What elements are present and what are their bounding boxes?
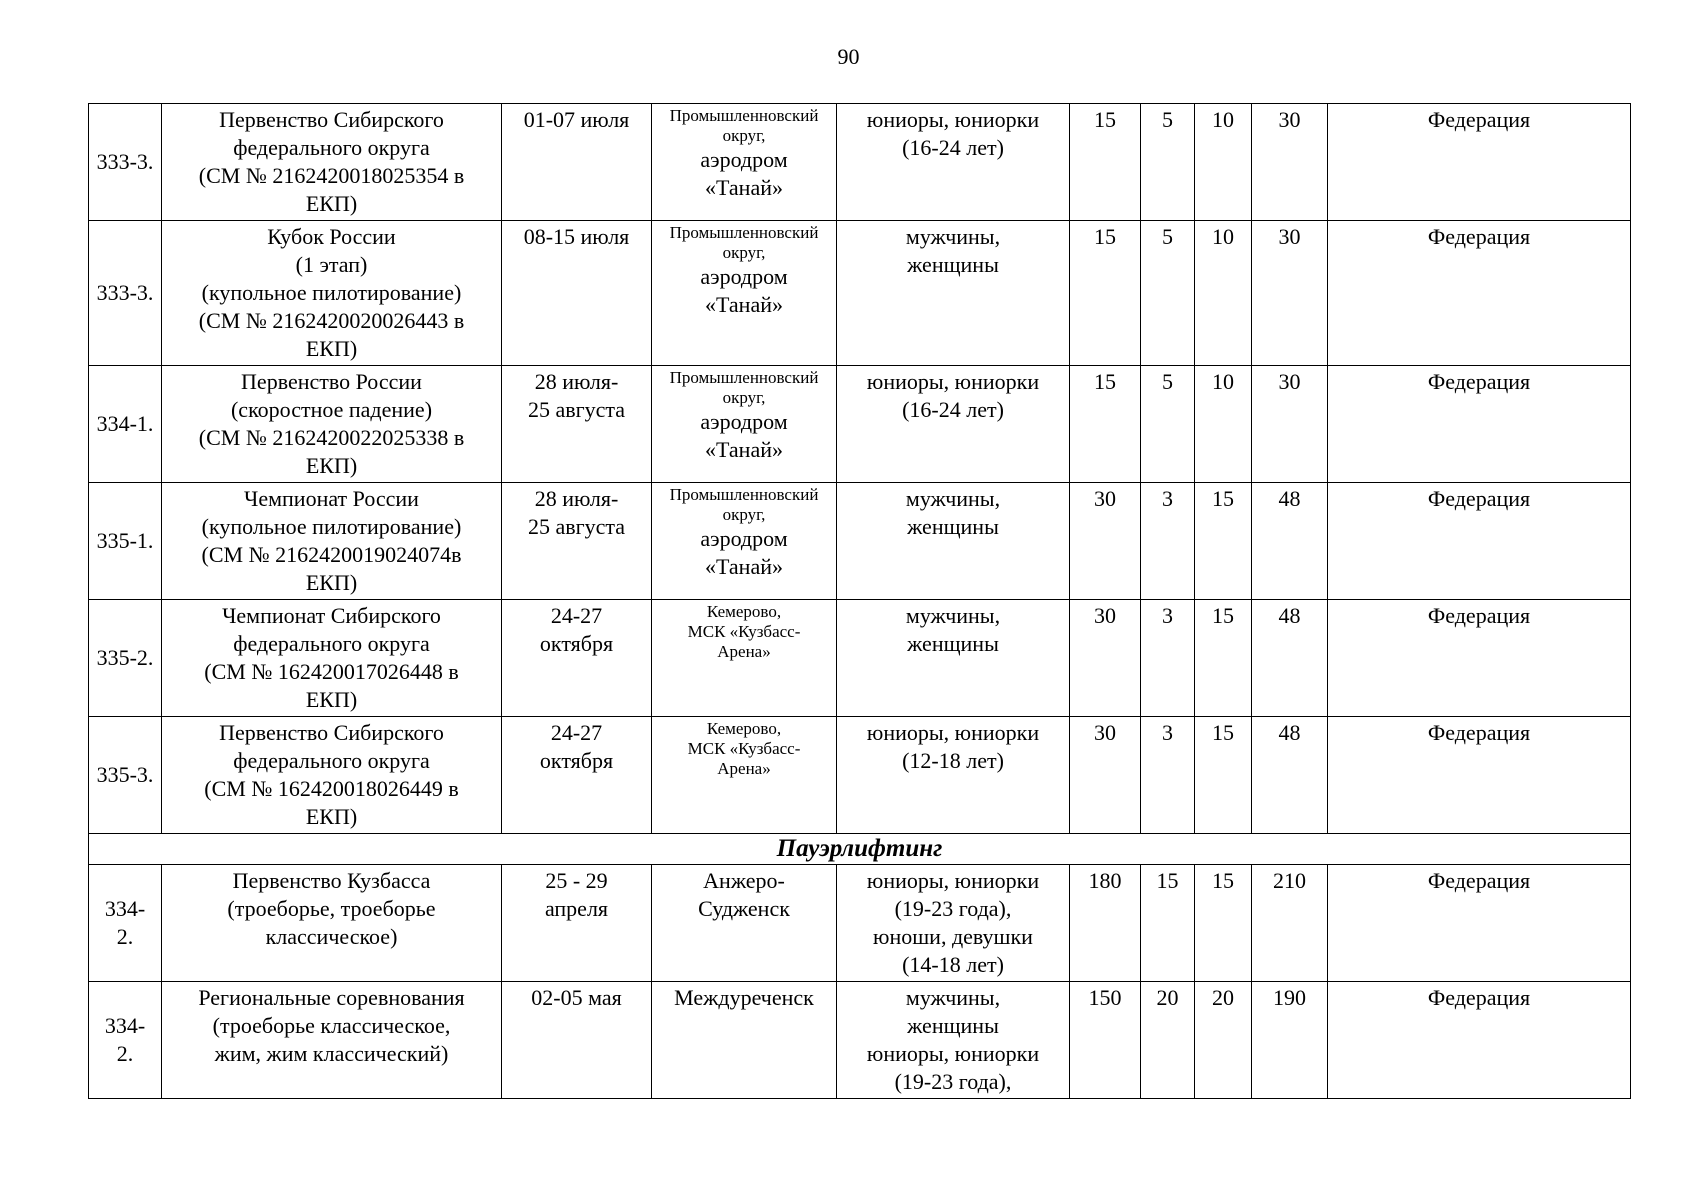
participants-cell	[837, 221, 1070, 366]
events-table-body	[89, 104, 1631, 1099]
event-place-line: Судженск	[698, 896, 790, 921]
table-row	[89, 483, 1631, 600]
table-row	[89, 104, 1631, 221]
event-date-line: 25 августа	[527, 514, 626, 539]
organizer-cell: Федерация	[1328, 982, 1631, 1099]
row-number	[89, 865, 162, 982]
table-row	[89, 366, 1631, 483]
event-name-line: (троеборье, троеборье	[227, 896, 436, 921]
event-place-line: округ,	[722, 388, 766, 407]
event-place-line: аэродром	[700, 264, 788, 289]
row-number	[89, 982, 162, 1099]
event-place-cell	[652, 865, 837, 982]
event-place-cell	[652, 600, 837, 717]
event-name-line: (скоростное падение)	[230, 397, 433, 422]
row-number: 335-3.	[89, 717, 162, 834]
event-name-cell	[162, 366, 502, 483]
count-cell-4: 210	[1252, 865, 1328, 982]
participants-line: мужчины,	[905, 603, 1001, 628]
table-row	[89, 221, 1631, 366]
event-name-line: Первенство Кузбасса	[232, 868, 431, 893]
count-cell-1: 30	[1070, 483, 1141, 600]
participants-cell	[837, 982, 1070, 1099]
count-cell-1: 150	[1070, 982, 1141, 1099]
event-name-line: ЕКП)	[305, 570, 358, 595]
count-cell-3: 10	[1195, 104, 1252, 221]
count-cell-3: 15	[1195, 600, 1252, 717]
event-place-cell	[652, 982, 837, 1099]
event-name-line: ЕКП)	[305, 336, 358, 361]
event-name-cell	[162, 221, 502, 366]
participants-cell	[837, 717, 1070, 834]
event-name-line: (СМ № 2162420020026443 в	[198, 308, 465, 333]
organizer-cell: Федерация	[1328, 717, 1631, 834]
count-cell-2: 5	[1141, 221, 1195, 366]
organizer-cell: Федерация	[1328, 104, 1631, 221]
event-date-cell	[502, 982, 652, 1099]
row-number-line: 334-	[104, 1013, 146, 1038]
event-place-line: Промышленновский	[669, 223, 819, 242]
participants-line: женщины	[907, 514, 999, 539]
page-number: 90	[837, 44, 860, 69]
event-name-cell	[162, 104, 502, 221]
event-name-line: федерального округа	[233, 631, 430, 656]
participants-line: (19-23 года),	[894, 1069, 1012, 1094]
count-cell-2: 3	[1141, 483, 1195, 600]
event-name-line: Кубок России	[267, 224, 396, 249]
row-number-line: 334-	[104, 896, 146, 921]
row-number-line: 2.	[116, 1041, 134, 1066]
event-date-line: 25 - 29	[545, 868, 608, 893]
participants-line: юниоры, юниорки	[866, 1041, 1040, 1066]
event-name-line: Первенство России	[241, 369, 422, 394]
event-name-line: (СМ № 162420018026449 в	[204, 776, 459, 801]
event-date-line: октября	[539, 631, 614, 656]
event-date-line: апреля	[544, 896, 609, 921]
count-cell-2: 20	[1141, 982, 1195, 1099]
participants-line: юноши, девушки	[873, 924, 1033, 949]
event-place-line: Кемерово,	[706, 602, 782, 621]
row-number: 334-1.	[89, 366, 162, 483]
count-cell-3: 15	[1195, 865, 1252, 982]
event-place-line: округ,	[722, 243, 766, 262]
organizer-cell: Федерация	[1328, 221, 1631, 366]
count-cell-2: 3	[1141, 717, 1195, 834]
event-name-line: Региональные соревнования	[198, 985, 465, 1010]
event-date-line: 02-05 мая	[531, 985, 622, 1010]
participants-line: мужчины,	[905, 486, 1001, 511]
event-place-line: Междуреченск	[674, 985, 814, 1010]
participants-line: женщины	[907, 252, 999, 277]
event-date-line: 25 августа	[527, 397, 626, 422]
table-row	[89, 982, 1631, 1099]
event-place-line: Арена»	[717, 759, 771, 778]
event-name-cell	[162, 483, 502, 600]
event-date-cell	[502, 366, 652, 483]
participants-cell	[837, 104, 1070, 221]
count-cell-1: 30	[1070, 600, 1141, 717]
participants-line: юниоры, юниорки	[866, 868, 1040, 893]
event-place-line: Анжеро-	[703, 868, 785, 893]
event-name-cell	[162, 865, 502, 982]
count-cell-4: 48	[1252, 717, 1328, 834]
participants-line: (16-24 лет)	[902, 397, 1004, 422]
event-date-line: 28 июля-	[534, 486, 619, 511]
participants-line: мужчины,	[905, 985, 1001, 1010]
organizer-cell: Федерация	[1328, 600, 1631, 717]
participants-line: мужчины,	[905, 224, 1001, 249]
participants-line: (12-18 лет)	[902, 748, 1004, 773]
participants-cell	[837, 865, 1070, 982]
count-cell-1: 15	[1070, 366, 1141, 483]
event-name-cell	[162, 982, 502, 1099]
event-name-line: (СМ № 2162420022025338 в	[198, 425, 465, 450]
event-name-line: (1 этап)	[295, 252, 368, 277]
event-name-cell	[162, 717, 502, 834]
count-cell-3: 15	[1195, 717, 1252, 834]
count-cell-2: 5	[1141, 366, 1195, 483]
count-cell-1: 15	[1070, 104, 1141, 221]
event-date-cell	[502, 865, 652, 982]
event-place-line: аэродром	[700, 409, 788, 434]
count-cell-3: 10	[1195, 221, 1252, 366]
participants-line: женщины	[907, 631, 999, 656]
event-date-cell	[502, 717, 652, 834]
count-cell-1: 15	[1070, 221, 1141, 366]
event-place-cell	[652, 104, 837, 221]
row-number-line: 2.	[116, 924, 134, 949]
participants-line: (16-24 лет)	[902, 135, 1004, 160]
count-cell-4: 30	[1252, 366, 1328, 483]
count-cell-1: 30	[1070, 717, 1141, 834]
row-number: 335-2.	[89, 600, 162, 717]
organizer-cell: Федерация	[1328, 483, 1631, 600]
participants-line: юниоры, юниорки	[866, 107, 1040, 132]
count-cell-3: 20	[1195, 982, 1252, 1099]
count-cell-2: 5	[1141, 104, 1195, 221]
event-date-line: октября	[539, 748, 614, 773]
event-place-line: Кемерово,	[706, 719, 782, 738]
event-name-line: ЕКП)	[305, 687, 358, 712]
event-name-line: (троеборье классическое,	[212, 1013, 451, 1038]
row-number: 335-1.	[89, 483, 162, 600]
count-cell-4: 190	[1252, 982, 1328, 1099]
participants-line: юниоры, юниорки	[866, 369, 1040, 394]
event-place-line: Арена»	[717, 642, 771, 661]
organizer-cell: Федерация	[1328, 366, 1631, 483]
event-name-line: Чемпионат России	[244, 486, 419, 511]
count-cell-1: 180	[1070, 865, 1141, 982]
event-date-line: 24-27	[550, 603, 603, 628]
participants-line: (14-18 лет)	[902, 952, 1004, 977]
event-date-cell	[502, 600, 652, 717]
event-place-line: аэродром	[700, 526, 788, 551]
event-name-line: (СМ № 2162420019024074в	[201, 542, 462, 567]
event-date-line: 01-07 июля	[523, 107, 630, 132]
event-place-line: округ,	[722, 505, 766, 524]
count-cell-4: 48	[1252, 483, 1328, 600]
event-place-line: аэродром	[700, 147, 788, 172]
event-name-line: классическое)	[265, 924, 398, 949]
event-place-cell	[652, 366, 837, 483]
event-name-line: ЕКП)	[305, 804, 358, 829]
section-title: Пауэрлифтинг	[89, 834, 1631, 865]
event-date-line: 24-27	[550, 720, 603, 745]
participants-cell	[837, 366, 1070, 483]
event-name-line: (купольное пилотирование)	[201, 280, 462, 305]
section-row	[89, 834, 1631, 865]
event-place-cell	[652, 717, 837, 834]
event-name-line: ЕКП)	[305, 453, 358, 478]
event-place-line: «Танай»	[705, 175, 783, 200]
event-place-cell	[652, 221, 837, 366]
participants-line: женщины	[907, 1013, 999, 1038]
event-place-line: «Танай»	[705, 437, 783, 462]
row-number: 333-3.	[89, 221, 162, 366]
count-cell-4: 30	[1252, 104, 1328, 221]
event-name-line: (СМ № 2162420018025354 в	[198, 163, 465, 188]
participants-line: юниоры, юниорки	[866, 720, 1040, 745]
event-place-line: Промышленновский	[669, 106, 819, 125]
event-name-cell	[162, 600, 502, 717]
event-name-line: (СМ № 162420017026448 в	[204, 659, 459, 684]
row-number: 333-3.	[89, 104, 162, 221]
event-name-line: федерального округа	[233, 135, 430, 160]
event-date-cell	[502, 483, 652, 600]
organizer-cell: Федерация	[1328, 865, 1631, 982]
table-row	[89, 865, 1631, 982]
count-cell-2: 15	[1141, 865, 1195, 982]
event-name-line: ЕКП)	[305, 191, 358, 216]
event-date-cell	[502, 104, 652, 221]
event-name-line: Первенство Сибирского	[219, 107, 444, 132]
event-name-line: жим, жим классический)	[214, 1041, 449, 1066]
participants-line: (19-23 года),	[894, 896, 1012, 921]
participants-cell	[837, 483, 1070, 600]
event-date-line: 08-15 июля	[523, 224, 630, 249]
event-date-cell	[502, 221, 652, 366]
event-name-line: Чемпионат Сибирского	[222, 603, 441, 628]
event-date-line: 28 июля-	[534, 369, 619, 394]
event-place-line: МСК «Кузбасс-	[687, 739, 801, 758]
table-row	[89, 717, 1631, 834]
count-cell-3: 10	[1195, 366, 1252, 483]
event-name-line: Первенство Сибирского	[219, 720, 444, 745]
count-cell-2: 3	[1141, 600, 1195, 717]
participants-cell	[837, 600, 1070, 717]
events-table	[88, 103, 1631, 1099]
event-name-line: (купольное пилотирование)	[201, 514, 462, 539]
event-place-line: «Танай»	[705, 292, 783, 317]
count-cell-3: 15	[1195, 483, 1252, 600]
table-row	[89, 600, 1631, 717]
event-place-line: «Танай»	[705, 554, 783, 579]
event-place-line: округ,	[722, 126, 766, 145]
event-place-cell	[652, 483, 837, 600]
event-place-line: Промышленновский	[669, 368, 819, 387]
count-cell-4: 48	[1252, 600, 1328, 717]
event-place-line: МСК «Кузбасс-	[687, 622, 801, 641]
event-name-line: федерального округа	[233, 748, 430, 773]
event-place-line: Промышленновский	[669, 485, 819, 504]
count-cell-4: 30	[1252, 221, 1328, 366]
